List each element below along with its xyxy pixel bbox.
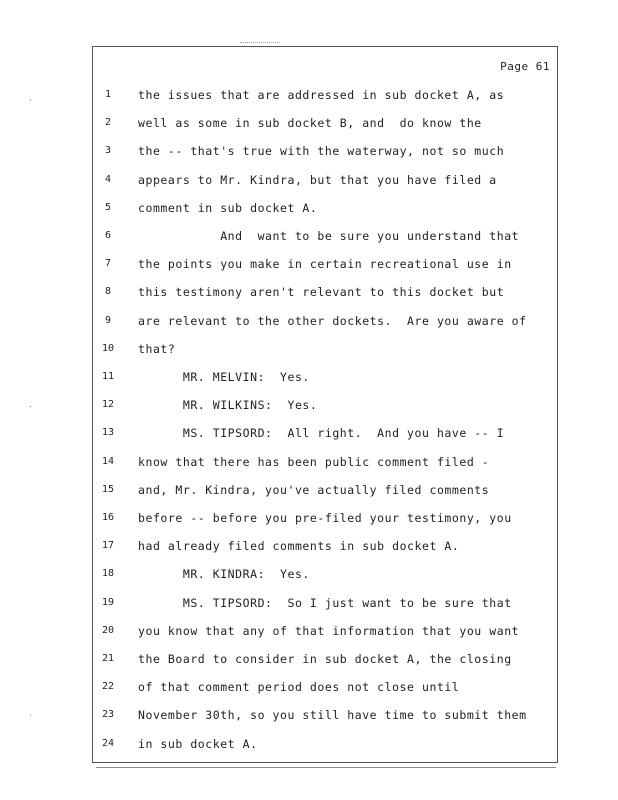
margin-dot-mark: · bbox=[28, 711, 33, 720]
line-number: 17 bbox=[101, 540, 115, 552]
transcript-line: you know that any of that information that you want bbox=[138, 623, 520, 638]
line-number: 21 bbox=[101, 653, 115, 664]
transcript-line: MS. TIPSORD: All right. And you have -- I bbox=[138, 426, 505, 441]
transcript-line: the Board to consider in sub docket A, the closing bbox=[138, 652, 512, 666]
line-number: 2 bbox=[104, 117, 112, 129]
transcript-line: and, Mr. Kindra, you've actually filed comments bbox=[138, 482, 490, 497]
transcript-line: comment in sub docket A. bbox=[138, 200, 318, 215]
line-number: 19 bbox=[101, 596, 115, 608]
line-number: 12 bbox=[101, 399, 115, 411]
line-number: 18 bbox=[101, 568, 115, 580]
transcript-line: the issues that are addressed in sub docket A, as bbox=[138, 88, 505, 102]
line-number: 8 bbox=[104, 286, 112, 298]
line-number: 5 bbox=[104, 201, 112, 213]
margin-dot-mark: · bbox=[28, 96, 33, 105]
page-number-label: Page 61 bbox=[500, 60, 550, 73]
transcript-line: that? bbox=[138, 341, 176, 356]
line-number: 13 bbox=[101, 427, 115, 439]
transcript-line: the -- that's true with the waterway, not so much bbox=[138, 144, 505, 159]
line-number: 3 bbox=[104, 145, 112, 157]
transcript-line: MR. WILKINS: Yes. bbox=[138, 398, 318, 413]
transcript-line: well as some in sub docket B, and do know the bbox=[138, 116, 482, 131]
transcript-line: appears to Mr. Kindra, but that you have filed a bbox=[138, 172, 497, 187]
margin-dot-mark: · bbox=[28, 402, 33, 411]
line-number: 11 bbox=[101, 371, 115, 382]
line-number: 4 bbox=[104, 173, 112, 185]
transcript-line: And want to be sure you understand that bbox=[138, 229, 520, 243]
transcript-line: had already filed comments in sub docket A. bbox=[138, 539, 460, 554]
line-number: 14 bbox=[101, 455, 115, 467]
line-number: 23 bbox=[101, 709, 115, 721]
transcript-line: MR. KINDRA: Yes. bbox=[138, 567, 310, 582]
transcript-line: the points you make in certain recreational use in bbox=[138, 257, 512, 272]
line-number: 6 bbox=[104, 230, 112, 241]
transcript-line: before -- before you pre-filed your testimony, you bbox=[138, 511, 512, 525]
transcript-line: this testimony aren't relevant to this docket but bbox=[138, 285, 505, 300]
transcript-line: in sub docket A. bbox=[138, 736, 258, 751]
transcript-line: of that comment period does not close until bbox=[138, 680, 460, 695]
line-number: 20 bbox=[101, 624, 115, 636]
line-number: 15 bbox=[101, 483, 115, 495]
line-number: 16 bbox=[101, 512, 115, 523]
top-tick-mark bbox=[240, 42, 280, 43]
transcript-line: are relevant to the other dockets. Are you aware of bbox=[138, 313, 527, 328]
transcript-line: know that there has been public comment filed - bbox=[138, 454, 490, 469]
line-number: 1 bbox=[104, 89, 112, 100]
bottom-rule bbox=[96, 767, 556, 768]
line-number: 22 bbox=[101, 681, 115, 693]
transcript-line: MR. MELVIN: Yes. bbox=[138, 370, 310, 384]
line-number: 24 bbox=[101, 737, 115, 749]
transcript-line: MS. TIPSORD: So I just want to be sure that bbox=[138, 595, 512, 610]
line-number: 9 bbox=[104, 314, 112, 326]
line-number: 7 bbox=[104, 258, 112, 270]
transcript-line: November 30th, so you still have time to submit them bbox=[138, 708, 527, 723]
line-number: 10 bbox=[101, 342, 115, 354]
